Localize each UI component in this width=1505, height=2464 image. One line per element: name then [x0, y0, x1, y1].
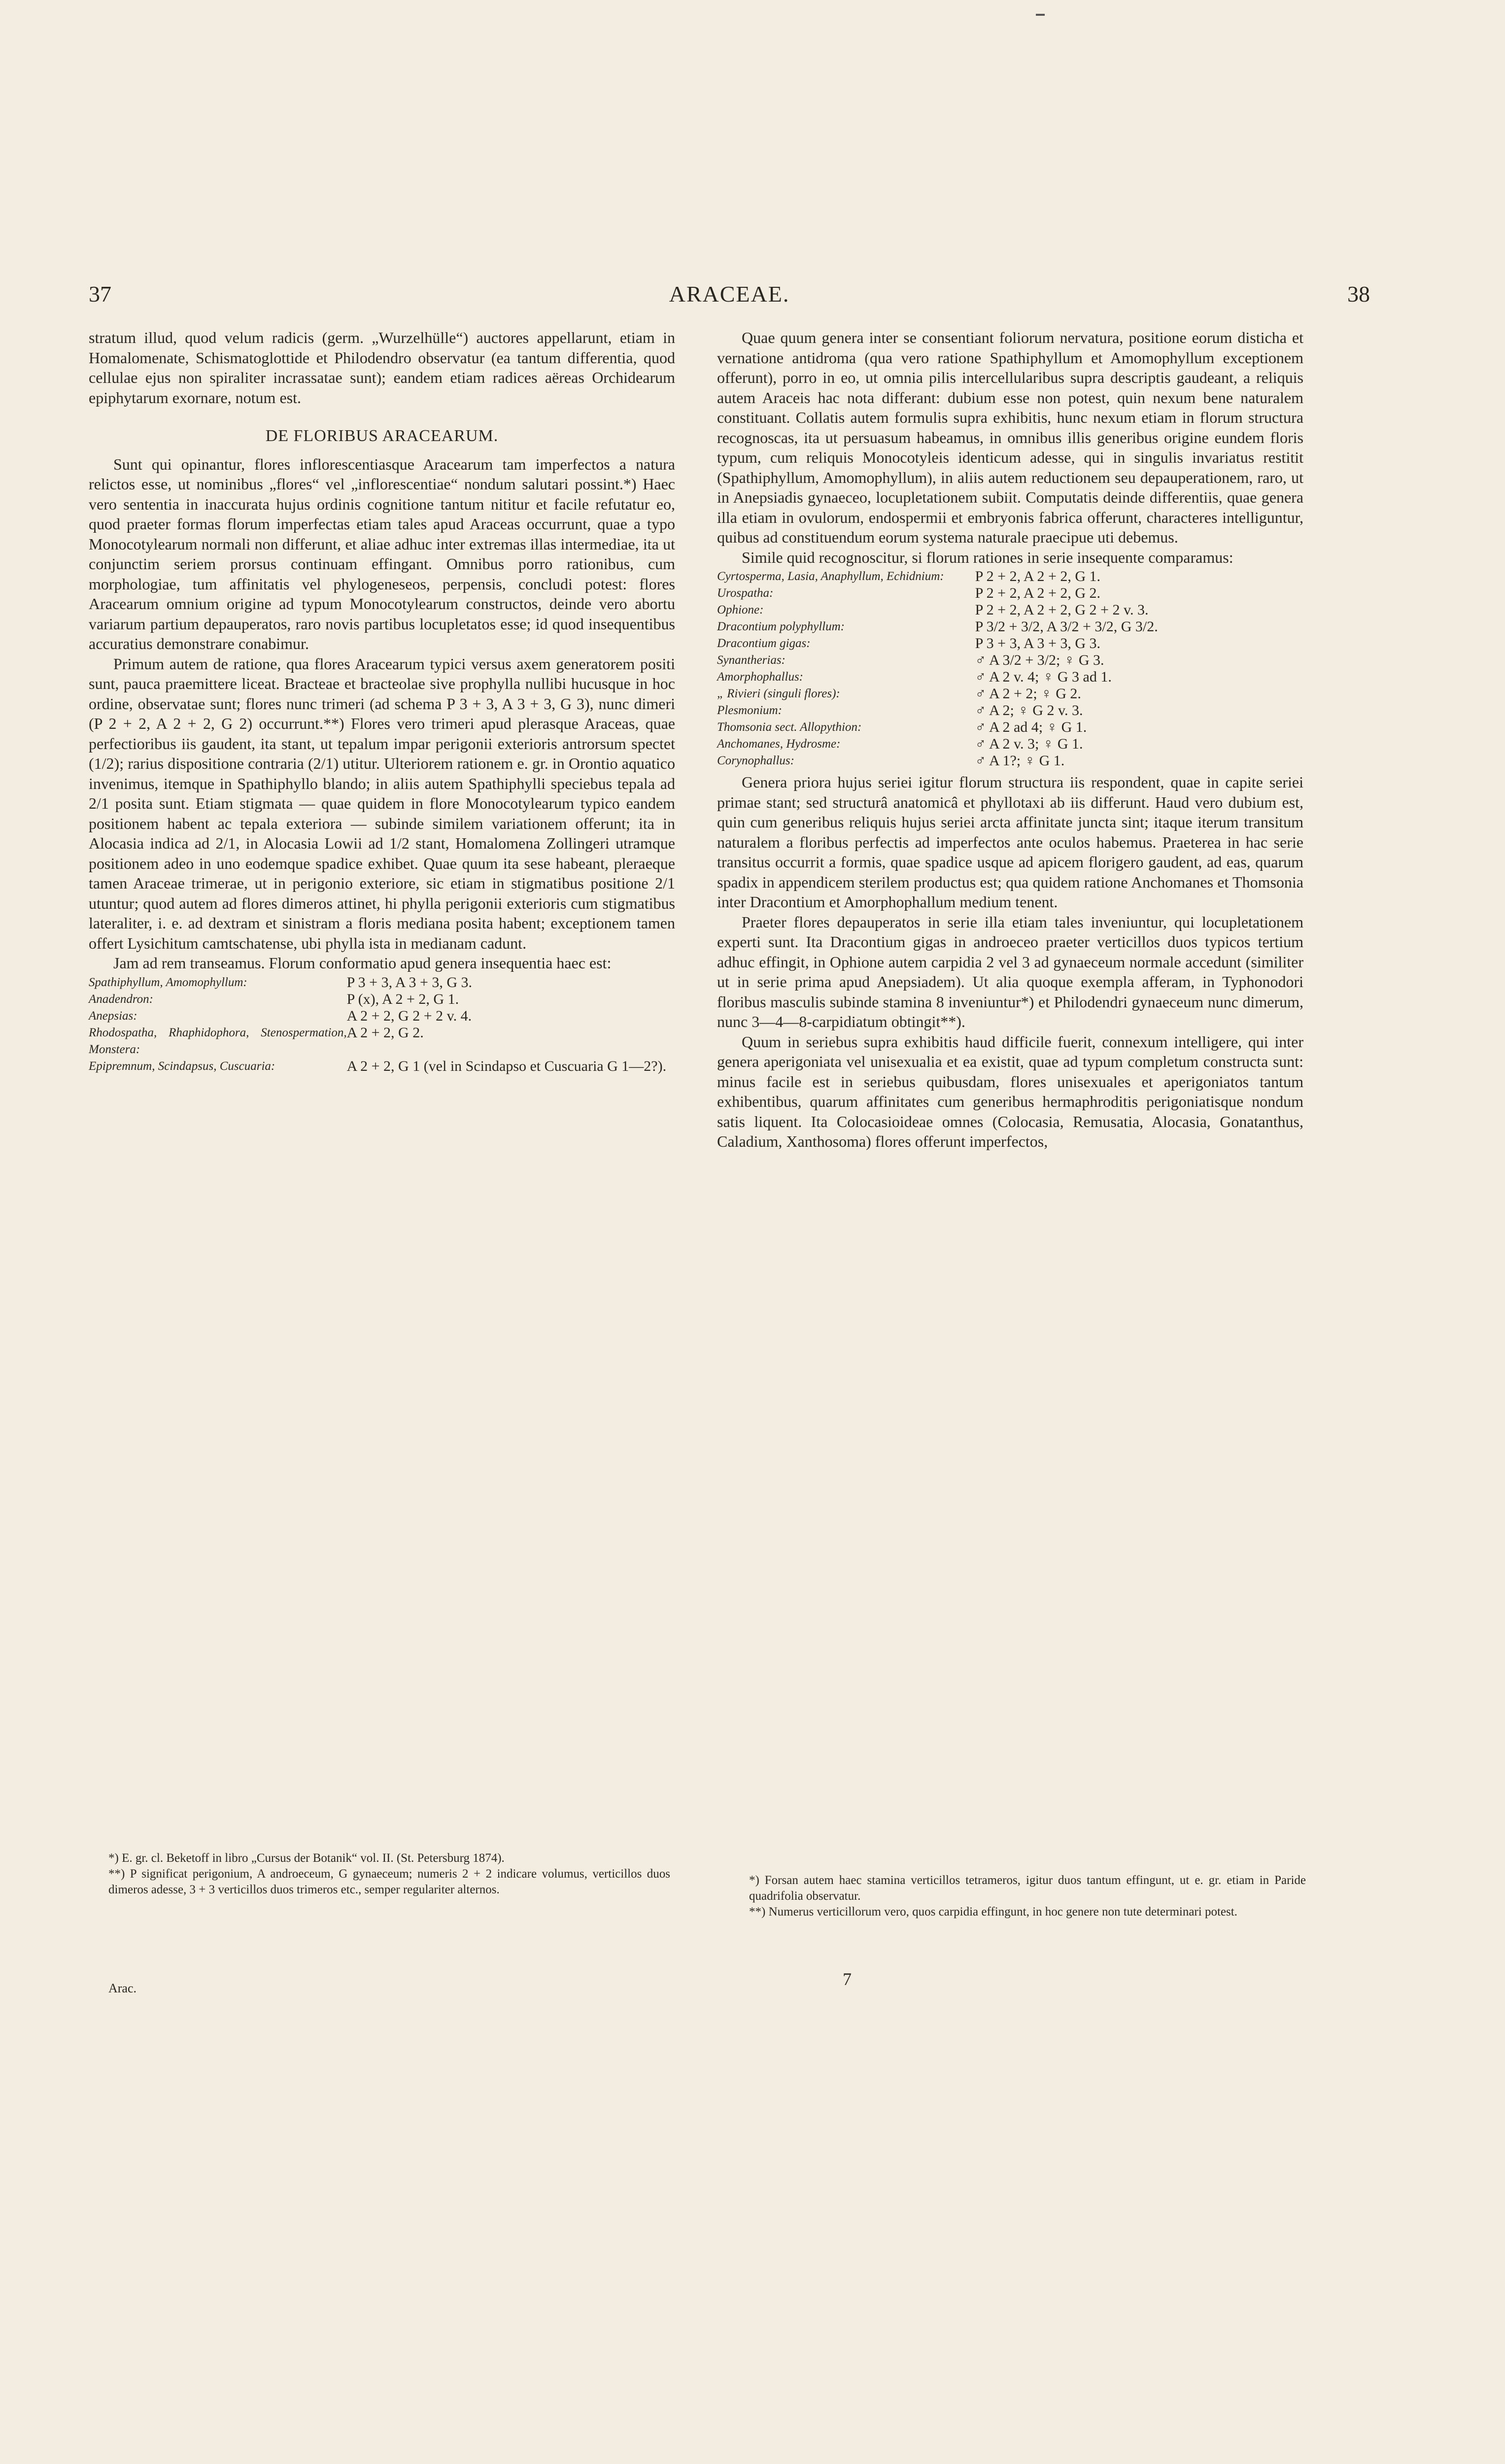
floral-formula: ♂ A 2 + 2; ♀ G 2.	[975, 685, 1081, 702]
genus-name: Dracontium polyphyllum:	[717, 620, 845, 633]
table-row	[717, 568, 1303, 585]
floral-formula: ♂ A 2 v. 4; ♀ G 3 ad 1.	[975, 669, 1112, 685]
table-row	[717, 736, 1303, 753]
table-row	[717, 635, 1303, 652]
left-footnote-1: *) E. gr. cl. Beketoff in libro „Cursus der Botanik“ vol. II. (St. Petersburg 1874).	[108, 1851, 505, 1865]
table-row	[89, 974, 675, 991]
right-footnote-1: *) Forsan autem haec stamina verticillos tetrameros, igitur duos tantum effingunt, ut e. gr. etiam in Paride quadrifolia observatur.	[749, 1874, 1306, 1903]
floral-formula: ♂ A 2 v. 3; ♀ G 1.	[975, 736, 1083, 752]
right-formula-table	[717, 568, 1303, 769]
table-row	[717, 652, 1303, 669]
table-row	[717, 685, 1303, 702]
floral-formula: P 3 + 3, A 3 + 3, G 3.	[975, 635, 1101, 651]
genus-name: Synantherias:	[717, 653, 786, 667]
floral-formula: P (x), A 2 + 2, G 1.	[346, 991, 459, 1007]
genus-name: Anchomanes, Hydrosme:	[717, 737, 841, 751]
table-row	[89, 1008, 675, 1025]
section-heading: DE FLORIBUS ARACEARUM.	[265, 427, 499, 445]
top-dash-mark	[1036, 14, 1045, 16]
table-row	[89, 1058, 675, 1075]
left-footnotes	[108, 1850, 670, 1898]
floral-formula: ♂ A 2 ad 4; ♀ G 1.	[975, 719, 1087, 735]
right-paragraph-5: Quum in seriebus supra exhibitis haud difficile fuerit, connexum intelligere, qui inter genera aperigoniata vel unisexualia et ea existit, quae ad typum completum constructa sunt: minus facile est in seriebus quibusdam, flores unisexuales et aperigoniatos tantum exhibentibus, quarum affinitates cum generibus hermaphroditis perigoniatisque nondum satis liquent. Ita Colocasioideae omnes (Colocasia, Remusatia, Alocasia, Gonatanthus, Caladium, Xanthosoma) flores offerunt imperfectos,	[717, 1032, 1303, 1150]
table-row	[717, 585, 1303, 602]
genus-name: Urospatha:	[717, 586, 774, 600]
genus-name: Epipremnum, Scindapsus, Cuscuaria:	[89, 1059, 275, 1073]
genus-name: „ Rivieri (singuli flores):	[717, 687, 840, 700]
right-column	[717, 328, 1303, 1152]
left-paragraph-4: Jam ad rem transeamus. Florum conformatio apud genera insequentia haec est:	[113, 954, 612, 972]
table-row	[717, 618, 1303, 635]
floral-formula: P 3/2 + 3/2, A 3/2 + 3/2, G 3/2.	[975, 618, 1158, 635]
left-formula-table	[89, 974, 675, 1075]
table-row	[89, 1025, 675, 1058]
table-row	[717, 702, 1303, 719]
table-row	[717, 753, 1303, 769]
genus-name: Rhodospatha, Rhaphidophora, Stenospermation, Monstera:	[89, 1026, 347, 1056]
folio-number: 7	[843, 1969, 852, 1989]
right-footnote-2: **) Numerus verticillorum vero, quos carpidia effingunt, in hoc genere non tute determinari potest.	[749, 1905, 1237, 1918]
floral-formula: A 2 + 2, G 2.	[346, 1024, 424, 1041]
floral-formula: P 2 + 2, A 2 + 2, G 1.	[975, 568, 1101, 584]
right-footnotes	[749, 1873, 1306, 1920]
floral-formula: ♂ A 2; ♀ G 2 v. 3.	[975, 702, 1083, 719]
right-paragraph-2: Simile quid recognoscitur, si florum rationes in serie insequente comparamus:	[742, 548, 1233, 566]
table-row	[717, 669, 1303, 685]
table-row	[717, 719, 1303, 736]
genus-name: Plesmonium:	[717, 704, 782, 717]
genus-name: Spathiphyllum, Amomophyllum:	[89, 975, 247, 989]
genus-name: Cyrtosperma, Lasia, Anaphyllum, Echidnium:	[717, 570, 944, 583]
floral-formula: P 2 + 2, A 2 + 2, G 2 + 2 v. 3.	[975, 602, 1149, 618]
right-paragraph-3: Genera priora hujus seriei igitur florum structura iis respondent, quae in capite seriei primae stant; sed structurâ anatomicâ et phyllotaxi ab iis differunt. Haud vero dubium est, quin cum generibus reliquis hujus seriei arcta affinitate juncta sint; itaque iterum transitum naturalem a floribus perfectis ad imperfectos ante oculos habemus. Praeterea in hac serie transitus occurrit a formis, quae spadice usque ad apicem florigero gaudent, ad eas, quarum spadix in appendicem sterilem productus est; qua quidem ratione Anchomanes et Thomsonia inter Dracontium et Amorphophallum medium tenent.	[717, 773, 1303, 911]
right-paragraph-1: Quae quum genera inter se consentiant foliorum nervatura, positione eorum disticha et vernatione antidroma (qua vero ratione Spathiphyllum et Amomophyllum exceptionem offerunt), porro in eo, ut omnia pilis intercellularibus supra descriptis gaudeant, a reliquis autem Araceis hac nota differant: dubium esse non potest, quin nexum bene naturalem constituant. Collatis autem formulis supra exhibitis, hunc nexum etiam in florum structura recognoscas, ita ut persuasum habeamus, in omnibus illis generibus origine eundem floris typum, cum reliquis Monocotyleis identicum adesse, qui in singulis invariatus restitit (Spathiphyllum, Amomophyllum), in aliis autem reductionem seu depauperationem, raro, ut in Anepsiadis gynaeceo, locupletationem subiit. Computatis deinde differentiis, quae genera illa etiam in ovulorum, endospermii et embryonis fabrica offerunt, characteres intelliguntur, quibus ad constituendum eorum systema naturale praecipue uti debemus.	[717, 329, 1303, 546]
genus-name: Thomsonia sect. Allopythion:	[717, 720, 862, 734]
genus-name: Dracontium gigas:	[717, 637, 811, 650]
floral-formula: ♂ A 1?; ♀ G 1.	[975, 753, 1065, 769]
genus-name: Corynophallus:	[717, 754, 794, 767]
floral-formula: A 2 + 2, G 1 (vel in Scindapso et Cuscuaria G 1—2?).	[346, 1058, 667, 1074]
floral-formula: P 3 + 3, A 3 + 3, G 3.	[346, 974, 473, 991]
genus-name: Ophione:	[717, 603, 764, 616]
left-paragraph-3: Primum autem de ratione, qua flores Aracearum typici versus axem generatorem positi sunt, pauca praemittere liceat. Bracteae et bracteolae sive prophylla nullibi hucusque in hoc ordine, observatae sunt; flores nunc trimeri (ad schema P 3 + 3, A 3 + 3, G 3), nunc dimeri (P 2 + 2, A 2 + 2, G 2) occurrunt.**) Flores vero trimeri apud plerasque Araceas, quae perfectioribus iis gaudent, ita stant, ut tepalum impar perigonii exterioris antrorsum spectet (1/2); rarius dispositione contraria (2/1) utitur. Ulteriorem rationem e. gr. in Orontio aquatico invenimus, itemque in Spathiphyllo blando; in aliis autem Spathiphylli speciebus tepala ad 2/1 posita sunt. Etiam stigmata — quae quidem in flore Monocotylearum typico eandem positionem habent ac tepala exteriora — subinde similem variationem offerunt; ita in Alocasia indica ad 2/1, in Alocasia Lowii ad 1/2 stant, Homalomena Zollingeri utramque positionem adeo in uno eodemque spadice exhibet. Quae quum ita sese habeant, pleraeque tamen Araceae trimerae, ut in perigonio exteriore, sic etiam in stigmatibus positione 2/1 utuntur; quod autem ad flores dimeros attinet, hi phylla perigonii exterioris cum stigmatibus lateraliter, i. e. ad dextram et sinistram a floris mediana posita habent; exceptionem tamen offert Lysichitum camtschatense, ubi phylla ista in medianam cadunt.	[89, 654, 675, 952]
genus-name: Anadendron:	[89, 992, 153, 1006]
left-page-number: 37	[89, 281, 111, 307]
floral-formula: P 2 + 2, A 2 + 2, G 2.	[975, 585, 1101, 601]
floral-formula: ♂ A 3/2 + 3/2; ♀ G 3.	[975, 652, 1104, 668]
signature-mark: Arac.	[108, 1981, 137, 1995]
left-paragraph-2: Sunt qui opinantur, flores inflorescentiasque Aracearum tam imperfectos a natura relictos esse, ut nominibus „flores“ vel „inflorescentiae“ nondum salutari possint.*) Haec vero sententia in inaccurata hujus ordinis cognitione tantum nititur et facile refutatur eo, quod praeter formas florum imperfectas etiam tales apud Araceas occurrunt, quae a typo Monocotylearum normali non differunt, et aliae adhuc inter extremas illas intermediae, ita ut conjunctim seriem prorsus continuam effingant. Omnibus porro rationibus, cum morphologiae, tum affinitatis vel phylogeneseos, perpensis, concludi potest: flores Aracearum omnium origine ad typum Monocotylearum constructos, deinde vero abortu variarum partium depauperatos, raro novis partibus locupletatos esse; id quod insequentibus accuratius demonstrare conabimur.	[89, 455, 675, 652]
table-row	[89, 991, 675, 1008]
left-paragraph-1: stratum illud, quod velum radicis (germ. „Wurzelhülle“) auctores appellarunt, etiam in Homalomenate, Schismatoglottide et Philodendro observatur (ea tantum differentia, quod cellulae ejus non spiraliter incrassatae sunt); eandem etiam radices aëreas Orchidearum epiphytarum exornare, notum est.	[89, 329, 675, 407]
table-row	[717, 602, 1303, 618]
left-footnote-2: **) P significat perigonium, A androeceum, G gynaeceum; numeris 2 + 2 indicare volumus, verticillos duos dimeros adesse, 3 + 3 verticillos duos trimeros etc., semper regulariter alternos.	[108, 1867, 670, 1896]
right-paragraph-4: Praeter flores depauperatos in serie illa etiam tales inveniuntur, qui locupletationem experti sunt. Ita Dracontium gigas in androeceo praeter verticillos duos typicos tertium adhuc effingit, in Ophione autem carpidia 2 vel 3 ad gynaeceum normale accedunt (similiter ut in serie prima apud Anepsiadem). Ut alia quoque exempla afferam, in Typhonodori floribus masculis subinde stamina 8 inveniuntur*) et Philodendri gynaeceum nunc dimerum, nunc 3—4—8-carpidiatum obtingit**).	[717, 913, 1303, 1030]
left-column	[89, 328, 675, 1078]
floral-formula: A 2 + 2, G 2 + 2 v. 4.	[346, 1007, 472, 1024]
genus-name: Anepsias:	[89, 1009, 137, 1023]
running-title: ARACEAE.	[669, 281, 790, 307]
page-header	[89, 281, 1370, 320]
genus-name: Amorphophallus:	[717, 670, 803, 684]
right-page-number: 38	[1347, 281, 1370, 307]
